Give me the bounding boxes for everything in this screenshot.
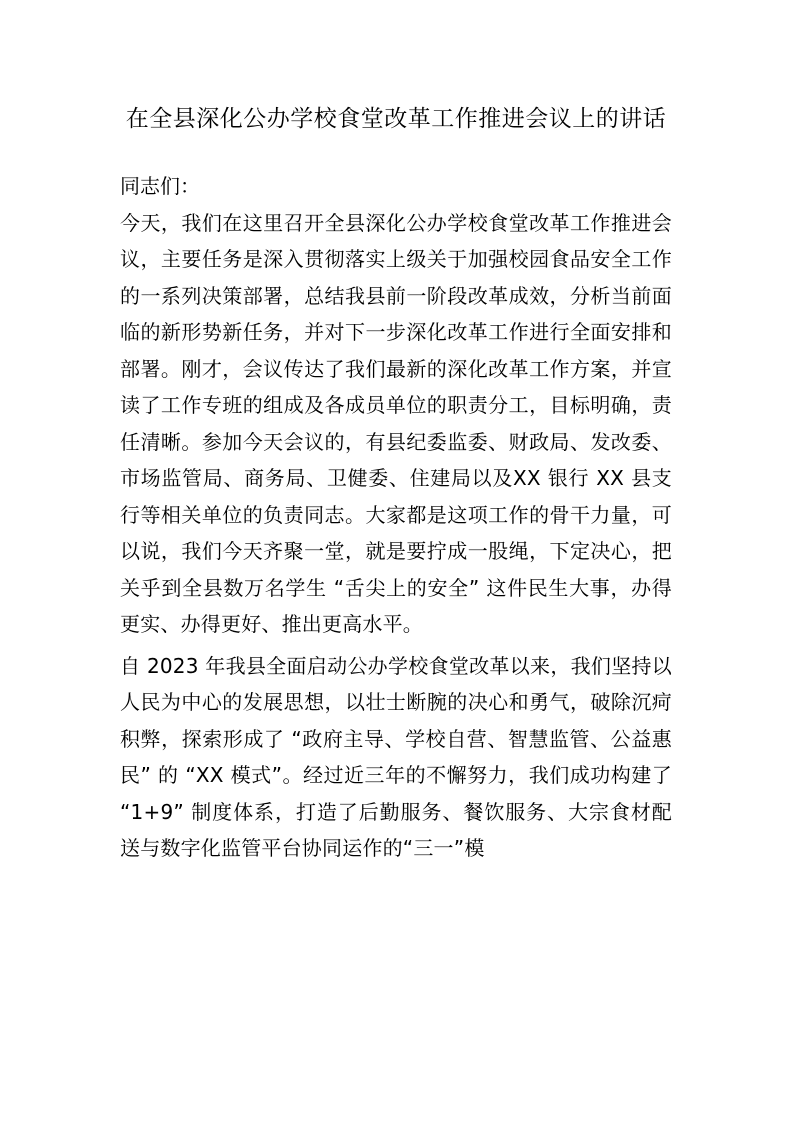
paragraph-2: 自 2023 年我县全面启动公办学校食堂改革以来，我们坚持以人民为中心的发展思想，以壮士断腕的决心和勇气，破除沉疴积弊，探索形成了 “政府主导、学校自营、智慧监管、公益惠民” 的 “XX 模式”。经过近三年的不懈努力，我们成功构建了 “1+9” 制度体系，打造了后勤服务、餐饮服务、大宗食材配送与数字化监管平台协同运作的“三一”模: [120, 653, 672, 860]
greeting: 同志们：: [120, 174, 200, 198]
page-title: 在全县深化公办学校食堂改革工作推进会议上的讲话: [125, 106, 667, 132]
paragraph-1: 今天，我们在这里召开全县深化公办学校食堂改革工作推进会议，主要任务是深入贯彻落实上级关于加强校园食品安全工作的一系列决策部署，总结我县前一阶段改革成效，分析当前面临的新形势新任务，并对下一步深化改革工作进行全面安排和部署。刚才，会议传达了我们最新的深化改革工作方案，并宣读了工作专班的组成及各成员单位的职责分工，目标明确，责任清晰。参加今天会议的，有县纪委监委、财政局、发改委、市场监管局、商务局、卫健委、住建局以及XX 银行 XX 县支行等相关单位的负责同志。大家都是这项工作的骨干力量，可以说，我们今天齐聚一堂，就是要拧成一股绳，下定决心，把关乎到全县数万名学生 “舌尖上的安全” 这件民生大事，办得更实、办得更好、推出更高水平。: [120, 210, 672, 636]
document-body: [120, 168, 672, 867]
